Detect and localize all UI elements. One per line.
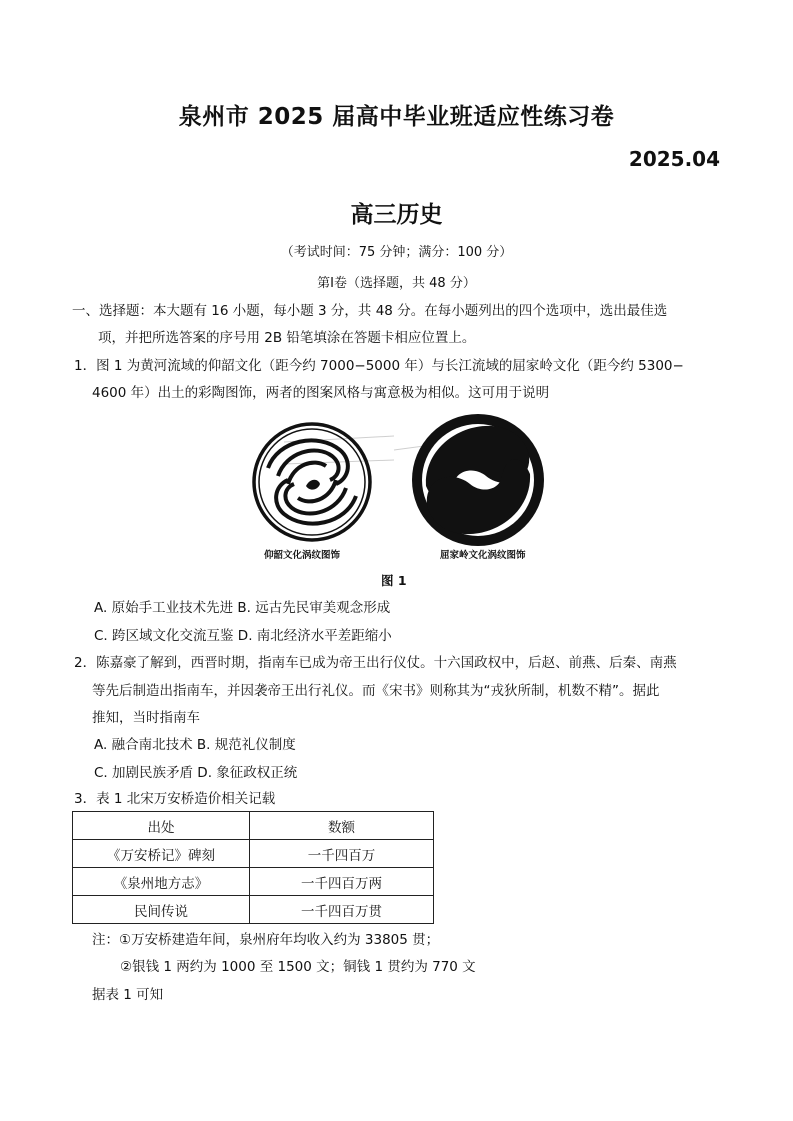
part-label: 第Ⅰ卷（选择题，共 48 分） <box>317 276 476 291</box>
exam-title: 泉州市 2025 届高中毕业班适应性练习卷 <box>178 104 615 130</box>
q2-stem-line3: 推知，当时指南车 <box>92 710 200 726</box>
q1-options-line1: A. 原始手工业技术先进 B. 远古先民审美观念形成 <box>94 600 391 616</box>
q3-note2: ②银钱 1 两约为 1000 至 1500 文；铜钱 1 贯约为 770 文 <box>120 959 476 975</box>
section-instruction-line2: 项，并把所选答案的序号用 2B 铅笔填涂在答题卡相应位置上。 <box>98 330 476 346</box>
q1-options-line2: C. 跨区域文化交流互鉴 D. 南北经济水平差距缩小 <box>94 628 392 644</box>
exam-info: （考试时间：75 分钟；满分：100 分） <box>280 245 513 260</box>
table-cell: 《泉州地方志》 <box>73 868 250 896</box>
qujialing-swirl-icon <box>412 414 544 546</box>
figure-label: 图 1 <box>381 573 407 588</box>
q2-stem-line1: 2．陈嘉豪了解到，西晋时期，指南车已成为帝王出行仪仗。十六国政权中，后赵、前燕、后秦、南燕 <box>74 655 677 671</box>
table-header-cell: 数额 <box>250 812 434 840</box>
table-cell: 一千四百万贯 <box>250 896 434 924</box>
subject-title: 高三历史 <box>350 202 443 228</box>
q1-stem-line1: 1．图 1 为黄河流域的仰韶文化（距今约 7000−5000 年）与长江流域的屈家岭文化（距今约 5300− <box>74 358 684 374</box>
table-row <box>73 896 434 924</box>
q2-options-line2: C. 加剧民族矛盾 D. 象征政权正统 <box>94 765 298 781</box>
table-cell: 一千四百万两 <box>250 868 434 896</box>
table-cell: 一千四百万 <box>250 840 434 868</box>
section-instruction-line1: 一、选择题：本大题有 16 小题，每小题 3 分，共 48 分。在每小题列出的四个选项中，选出最佳选 <box>72 303 668 319</box>
exam-date: 2025.04 <box>628 147 720 171</box>
q1-stem-line2: 4600 年）出土的彩陶图饰，两者的图案风格与寓意极为相似。这可用于说明 <box>92 385 550 401</box>
table-row <box>73 868 434 896</box>
figure-right-caption: 屈家岭文化涡纹图饰 <box>440 550 526 561</box>
table-cell: 民间传说 <box>73 896 250 924</box>
q3-stem-line1: 3．表 1 北宋万安桥造价相关记载 <box>74 791 276 807</box>
yangshao-swirl-icon <box>254 424 370 540</box>
q2-stem-line2: 等先后制造出指南车，并因袭帝王出行礼仪。而《宋书》则称其为“戎狄所制，机数不精”。据此 <box>92 683 660 699</box>
table-header-cell: 出处 <box>73 812 250 840</box>
figure-left-caption: 仰韶文化涡纹图饰 <box>264 550 341 561</box>
table-header-row <box>73 812 434 840</box>
table-cell: 《万安桥记》碑刻 <box>73 840 250 868</box>
table-1 <box>72 811 434 924</box>
q3-note1: 注：①万安桥建造年间，泉州府年均收入约为 33805 贯； <box>92 932 440 948</box>
figure-1 <box>244 410 554 565</box>
pottery-swirl-figure <box>244 410 554 565</box>
q2-options-line1: A. 融合南北技术 B. 规范礼仪制度 <box>94 737 296 753</box>
q3-stem-end: 据表 1 可知 <box>92 987 164 1003</box>
table-row <box>73 840 434 868</box>
